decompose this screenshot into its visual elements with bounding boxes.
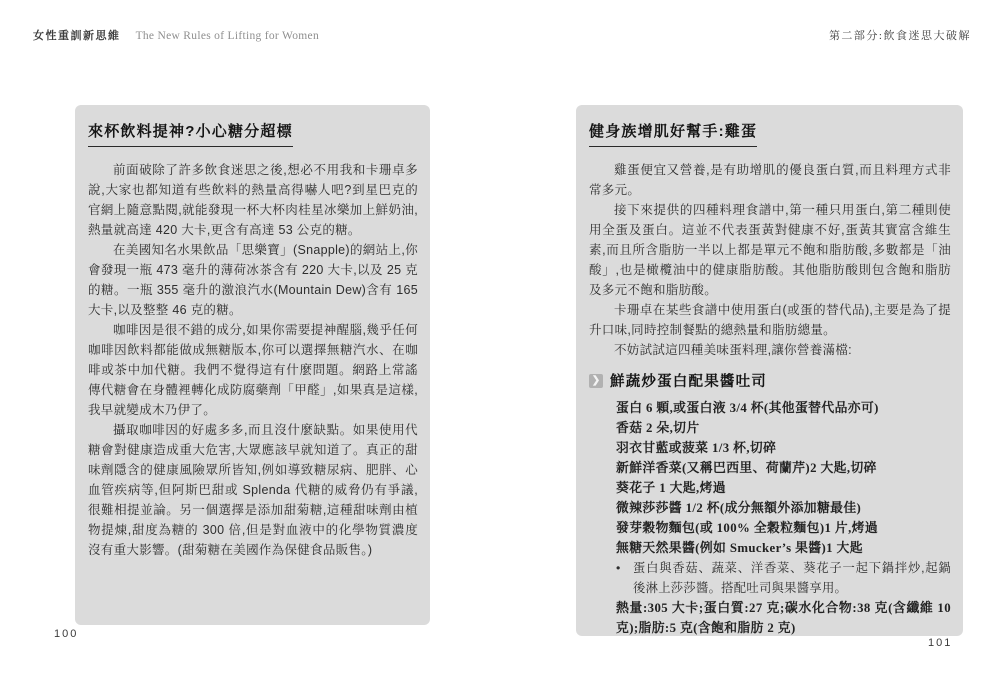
recipe-title: 鮮蔬炒蛋白配果醬吐司 (610, 374, 767, 390)
chevron-right-icon: ❯ (589, 374, 603, 388)
paragraph: 接下來提供的四種料理食譜中,第一種只用蛋白,第二種則使用全蛋及蛋白。這並不代表蛋黃對健康不好,蛋黃其實富含維生素,而且所含脂肪一半以上都是單元不飽和脂肪酸,多數都是「油酸」,也是橄欖油中的健康脂肪酸。其他脂肪酸則包含飽和脂肪及多元不飽和脂肪酸。 (589, 203, 951, 297)
ingredient-line: 香菇 2 朵,切片 (616, 421, 700, 435)
recipe-step (616, 558, 951, 598)
ingredient-line: 無糖天然果醬(例如 Smucker’s 果醬)1 大匙 (616, 541, 863, 555)
right-page-title: 健身族增肌好幫手:雞蛋 (589, 120, 757, 147)
paragraph: 攝取咖啡因的好處多多,而且沒什麼缺點。如果使用代糖會對健康造成重大危害,大眾應該早就知道了。真正的甜味劑隱含的健康風險眾所皆知,例如導致糖尿病、肥胖、心血管疾病等,但阿斯巴甜或 Splenda 代糖的威脅仍有爭議,很難相提並論。另一個選擇是添加甜菊糖,這種甜味劑由植物提煉,甜度為糖的 300 倍,但是對血液中的化學物質濃度沒有重大影響。(甜菊糖在美國作為保健食品販售。) (88, 423, 418, 557)
paragraph: 雞蛋便宜又營養,是有助增肌的優良蛋白質,而且料理方式非常多元。 (589, 163, 951, 197)
ingredient-line: 發芽穀物麵包(或 100% 全穀粒麵包)1 片,烤過 (616, 521, 879, 535)
recipe-step-text: 蛋白與香菇、蔬菜、洋香菜、葵花子一起下鍋拌炒,起鍋後淋上莎莎醬。搭配吐司與果醬享用。 (633, 561, 951, 595)
book-title-en: The New Rules of Lifting for Women (135, 30, 320, 42)
ingredient-line: 蛋白 6 顆,或蛋白液 3/4 杯(其他蛋替代品亦可) (616, 401, 879, 415)
right-page-panel (576, 105, 963, 636)
paragraph: 咖啡因是很不錯的成分,如果你需要提神醒腦,幾乎任何咖啡因飲料都能做成無糖版本,你可以選擇無糖汽水、在咖啡或茶中加代糖。我們不覺得這有什麼問題。網路上常謠傳代糖會在身體裡轉化成防腐藥劑「甲醛」,如果真是這樣,我早就變成木乃伊了。 (88, 323, 418, 417)
paragraph: 不妨試試這四種美味蛋料理,讓你營養滿檔: (614, 343, 852, 357)
page-number-right: 101 (928, 637, 953, 649)
recipe-heading-row (589, 370, 951, 391)
ingredient-line: 微辣莎莎醬 1/2 杯(成分無額外添加糖最佳) (616, 501, 862, 515)
nutrition-facts: 熱量:305 大卡;蛋白質:27 克;碳水化合物:38 克(含纖維 10 克);脂肪:5 克(含飽和脂肪 2 克) (616, 601, 951, 635)
running-head-left (33, 27, 319, 43)
ingredient-line: 新鮮洋香菜(又稱巴西里、荷蘭芹)2 大匙,切碎 (616, 461, 877, 475)
left-page-title: 來杯飲料提神?小心糖分超標 (88, 120, 293, 147)
paragraph: 在美國知名水果飲品「思樂寶」(Snapple)的網站上,你會發現一瓶 473 毫升的薄荷冰茶含有 220 大卡,以及 25 克的糖。一瓶 355 毫升的激浪汽水(Mountain Dew)含有 165 大卡,以及整整 46 克的糖。 (88, 243, 418, 317)
page-number-left: 100 (54, 628, 79, 640)
ingredient-line: 葵花子 1 大匙,烤過 (616, 481, 726, 495)
paragraph: 前面破除了許多飲食迷思之後,想必不用我和卡珊卓多說,大家也都知道有些飲料的熱量高得嚇人吧?到星巴克的官網上隨意點閱,就能發現一杯大杯肉桂星冰樂加上鮮奶油,熱量就高達 420 大卡,更含有高達 53 公克的糖。 (88, 163, 418, 237)
paragraph: 卡珊卓在某些食譜中使用蛋白(或蛋的替代品),主要是為了提升口味,同時控制餐點的總熱量和脂肪總量。 (589, 303, 951, 337)
bullet-icon: • (616, 561, 621, 575)
section-title: 第二部分:飲食迷思大破解 (828, 30, 971, 42)
book-title-zh: 女性重訓新思維 (33, 30, 121, 42)
ingredient-list (616, 398, 951, 558)
left-page-panel (75, 105, 430, 625)
running-head-right (829, 27, 971, 43)
ingredient-line: 羽衣甘藍或菠菜 1/3 杯,切碎 (616, 441, 777, 455)
